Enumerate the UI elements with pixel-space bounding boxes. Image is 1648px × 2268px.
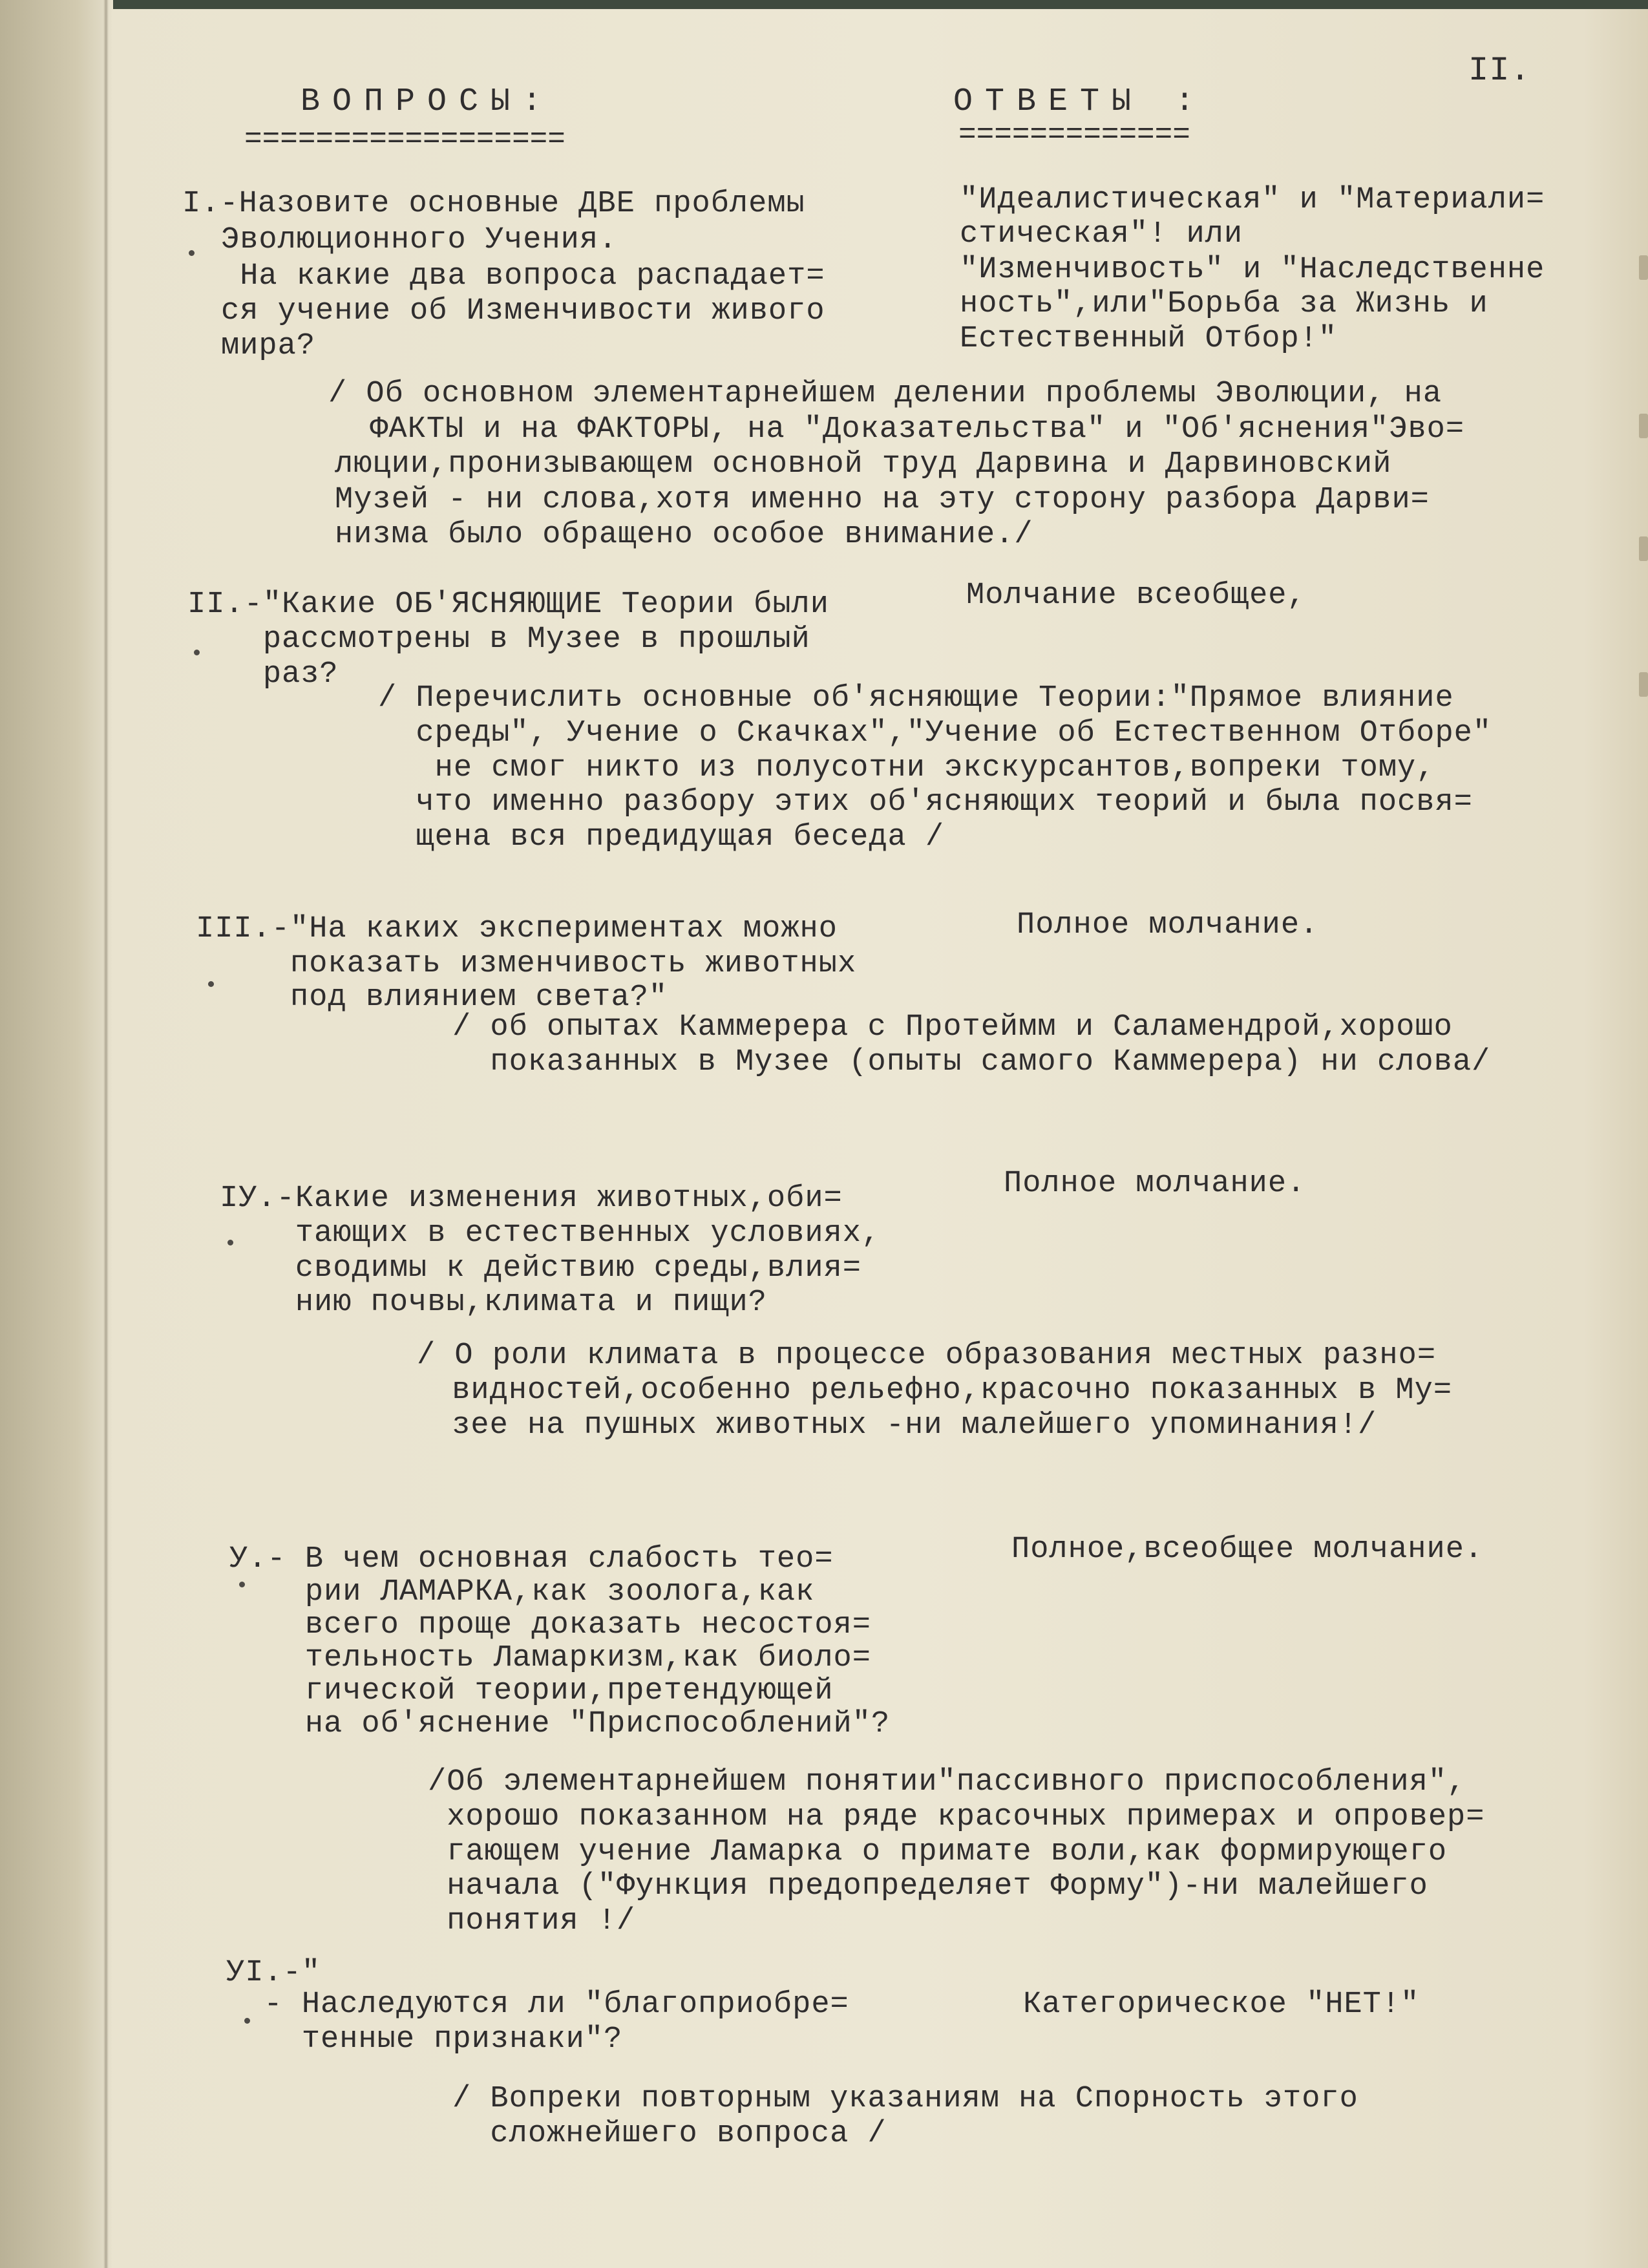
question-line: гической теории,претендующей xyxy=(229,1674,834,1708)
page-top-edge xyxy=(113,0,1648,9)
comment-line: Музей - ни слова,хотя именно на эту сторону разбора Дарви= xyxy=(335,483,1430,517)
question-line: сводимы к действию среды,влия= xyxy=(220,1251,861,1286)
answer-line: стическая"! или xyxy=(960,217,1243,251)
comment-line: / Об основном элементарнейшем делении проблемы Эволюции, на xyxy=(328,377,1442,411)
answer-line: Естественный Отбор!" xyxy=(960,322,1338,356)
question-line: раз? xyxy=(187,657,339,692)
question-line: I.-Назовите основные ДВЕ проблемы xyxy=(182,187,805,221)
question-line: На какие два вопроса распадает= xyxy=(221,259,825,293)
answer-line: "Идеалистическая" и "Материали= xyxy=(960,183,1545,217)
question-line: УI.-" xyxy=(226,1956,321,1990)
question-line: нию почвы,климата и пищи? xyxy=(220,1286,767,1320)
answer-line: ность",или"Борьба за Жизнь и xyxy=(960,287,1488,321)
question-line: всего проще доказать несостоя= xyxy=(229,1608,871,1642)
answer-line: Полное молчание. xyxy=(1017,908,1319,942)
question-line: рии ЛАМАРКА,как зоолога,как xyxy=(229,1575,815,1609)
question-line: - Наследуются ли "благоприобре= xyxy=(226,1987,849,2022)
comment-line: среды", Учение о Скачках","Учение об Естественном Отборе" xyxy=(378,716,1492,750)
comment-line: / О роли климата в процессе образования местных разно= xyxy=(417,1339,1437,1373)
answers-header: ОТВЕТЫ : xyxy=(953,83,1207,120)
comment-line: /Об элементарнейшем понятии"пассивного приспособления", xyxy=(428,1765,1466,1799)
comment-line: / Вопреки повторным указаниям на Спорность этого xyxy=(452,2082,1358,2116)
comment-line: хорошо показанном на ряде красочных примерах и опровер= xyxy=(428,1800,1485,1834)
comment-line: / об опытах Каммерера с Протеймм и Саламендрой,хорошо xyxy=(452,1010,1453,1044)
comment-line: начала ("Функция предопределяет Форму")-ни малейшего xyxy=(428,1869,1428,1903)
question-line: рассмотрены в Музее в прошлый xyxy=(187,622,810,657)
answer-line: Молчание всеобщее, xyxy=(966,578,1306,613)
answer-line: Полное,всеобщее молчание. xyxy=(1011,1532,1484,1567)
question-line: Эволюционного Учения. xyxy=(221,223,618,257)
question-line: ся учение об Изменчивости живого xyxy=(221,294,825,328)
edge-mark xyxy=(1639,536,1648,561)
question-line: тельность Ламаркизм,как биоло= xyxy=(229,1641,871,1675)
questions-header: ВОПРОСЫ: xyxy=(301,83,555,120)
question-line: тенные признаки"? xyxy=(226,2022,623,2057)
comment-line: показанных в Музее (опыты самого Каммерера) ни слова/ xyxy=(452,1045,1491,1079)
page-binding-edge xyxy=(0,0,113,2268)
comment-line: / Перечислить основные об'ясняющие Теории:"Прямое влияние xyxy=(378,681,1454,715)
comment-line: низма было обращено особое внимание./ xyxy=(335,518,1033,552)
comment-line: гающем учение Ламарка о примате воли,как формирующего xyxy=(428,1835,1448,1869)
comment-line: ФАКТЫ и на ФАКТОРЫ, на "Доказательства" и "Об'яснения"Эво= xyxy=(351,412,1465,447)
question-line: мира? xyxy=(221,329,316,363)
comment-line: понятия !/ xyxy=(428,1904,636,1938)
edge-mark xyxy=(1639,672,1648,697)
comment-line: зее на пушных животных -ни малейшего упоминания!/ xyxy=(433,1408,1377,1443)
question-line: тающих в естественных условиях, xyxy=(220,1216,881,1251)
question-line: У.- В чем основная слабость тeo= xyxy=(229,1542,834,1576)
comment-line: сложнейшего вопроса / xyxy=(452,2117,887,2151)
comment-line: люции,пронизывающем основной труд Дарвина и Дарвиновский xyxy=(335,447,1392,482)
questions-header-rule: ================== xyxy=(244,123,565,156)
comment-line: щена вся предидущая беседа / xyxy=(378,820,945,854)
edge-mark xyxy=(1639,255,1648,280)
margin-dot xyxy=(189,250,195,256)
answers-header-rule: ============= xyxy=(958,118,1190,152)
comment-line: что именно разбору этих об'ясняющих теорий и была посвя= xyxy=(378,785,1473,820)
question-line: IУ.-Какие изменения животных,оби= xyxy=(220,1182,843,1216)
answer-line: "Изменчивость" и "Наследственнe xyxy=(960,253,1545,287)
question-line: под влиянием света?" xyxy=(196,980,668,1015)
edge-mark xyxy=(1639,414,1648,438)
answer-line: Категорическое "НЕТ!" xyxy=(1023,1987,1420,2022)
question-line: показать изменчивость животных xyxy=(196,947,857,981)
question-line: III.-"На каких экспериментах можно xyxy=(196,912,838,946)
comment-line: не смог никто из полусотни экскурсантов,вопреки тому, xyxy=(378,751,1435,785)
question-line: на об'яснение "Приспособлений"? xyxy=(229,1707,891,1741)
comment-line: видностей,особенно рельефно,красочно показанных в Му= xyxy=(433,1373,1453,1408)
page-number: II. xyxy=(1468,52,1531,90)
question-line: II.-"Какие ОБ'ЯСНЯЮЩИЕ Теории были xyxy=(187,588,829,622)
binding-fold xyxy=(103,0,109,2268)
answer-line: Полное молчание. xyxy=(1004,1167,1306,1201)
